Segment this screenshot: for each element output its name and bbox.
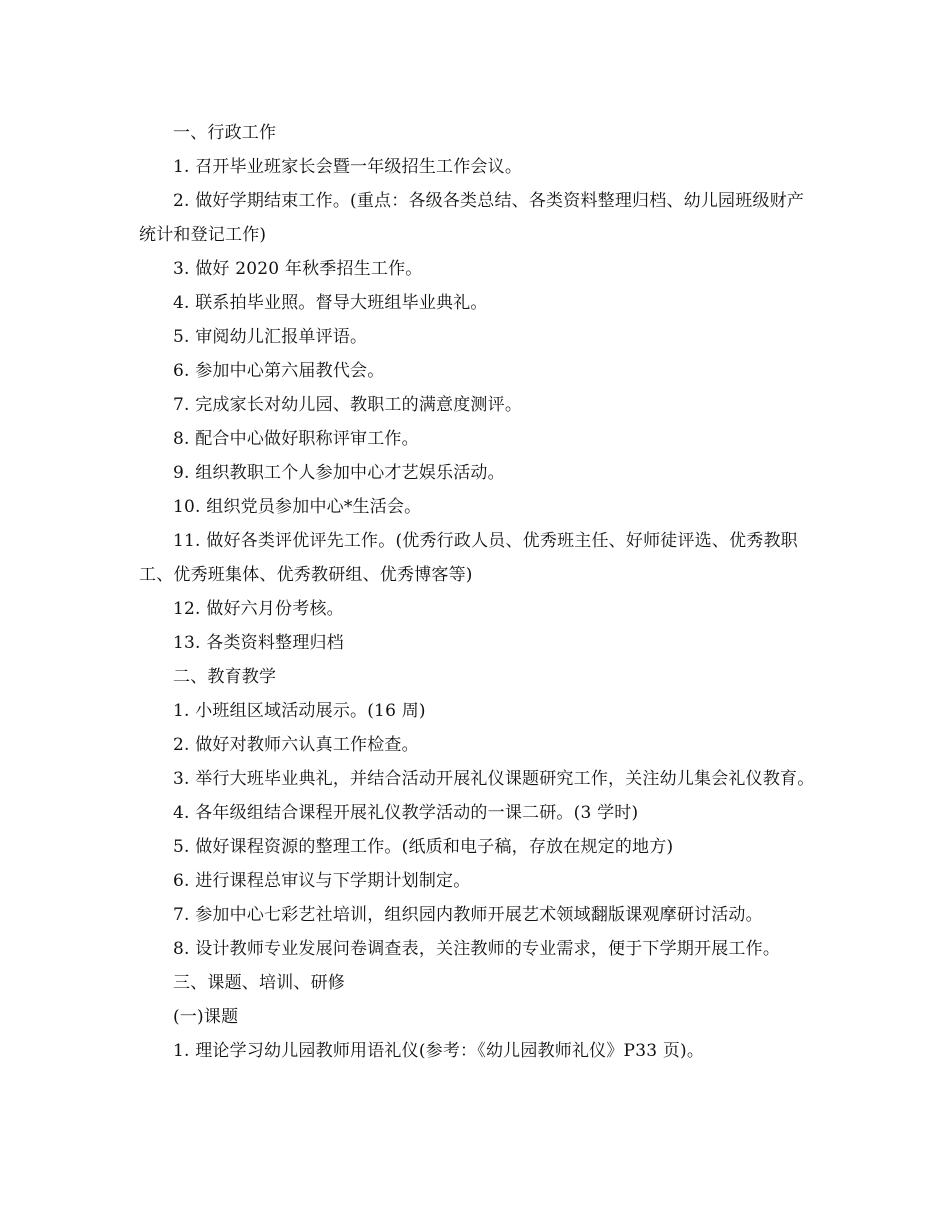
admin-item-8: 8. 配合中心做好职称评审工作。 (173, 429, 419, 449)
section-heading-research: 三、课题、培训、研修 (173, 973, 345, 993)
admin-item-6: 6. 参加中心第六届教代会。 (173, 361, 385, 381)
admin-item-9: 9. 组织教职工个人参加中心才艺娱乐活动。 (173, 463, 505, 483)
admin-item-10: 10. 组织党员参加中心*生活会。 (173, 497, 422, 517)
admin-item-5: 5. 审阅幼儿汇报单评语。 (173, 327, 368, 347)
admin-item-11: 11. 做好各类评优评先工作。(优秀行政人员、优秀班主任、好师徒评选、优秀教职工、优秀班集体、优秀教研组、优秀博客等) (139, 531, 798, 585)
admin-item-4: 4. 联系拍毕业照。督导大班组毕业典礼。 (173, 293, 488, 313)
admin-item-7: 7. 完成家长对幼儿园、教职工的满意度测评。 (173, 395, 523, 415)
admin-item-1: 1. 召开毕业班家长会暨一年级招生工作会议。 (173, 157, 523, 177)
document-body (139, 116, 819, 1068)
section-heading-teaching: 二、教育教学 (173, 667, 277, 687)
teaching-item-7: 7. 参加中心七彩艺社培训，组织园内教师开展艺术领域翻版课观摩研讨活动。 (173, 905, 763, 925)
section-heading-admin: 一、行政工作 (173, 123, 277, 143)
teaching-item-8: 8. 设计教师专业发展问卷调查表，关注教师的专业需求，便于下学期开展工作。 (173, 939, 781, 959)
topic-item-1: 1. 理论学习幼儿园教师用语礼仪(参考：《幼儿园教师礼仪》P33 页)。 (173, 1041, 705, 1061)
teaching-item-6: 6. 进行课程总审议与下学期计划制定。 (173, 871, 471, 891)
teaching-item-5: 5. 做好课程资源的整理工作。(纸质和电子稿，存放在规定的地方) (173, 837, 674, 857)
admin-item-12: 12. 做好六月份考核。 (173, 599, 344, 619)
teaching-item-4: 4. 各年级组结合课程开展礼仪教学活动的一课二研。(3 学时) (173, 803, 639, 823)
subsection-heading-topic: (一)课题 (173, 1007, 239, 1027)
teaching-item-1: 1. 小班组区域活动展示。(16 周) (173, 701, 426, 721)
admin-item-3: 3. 做好 2020 年秋季招生工作。 (173, 259, 423, 279)
teaching-item-2: 2. 做好对教师六认真工作检查。 (173, 735, 419, 755)
admin-item-2: 2. 做好学期结束工作。(重点：各级各类总结、各类资料整理归档、幼儿园班级财产统计和登记工作) (139, 191, 805, 245)
admin-item-13: 13. 各类资料整理归档 (173, 633, 344, 653)
teaching-item-3: 3. 举行大班毕业典礼，并结合活动开展礼仪课题研究工作，关注幼儿集会礼仪教育。 (173, 769, 815, 789)
